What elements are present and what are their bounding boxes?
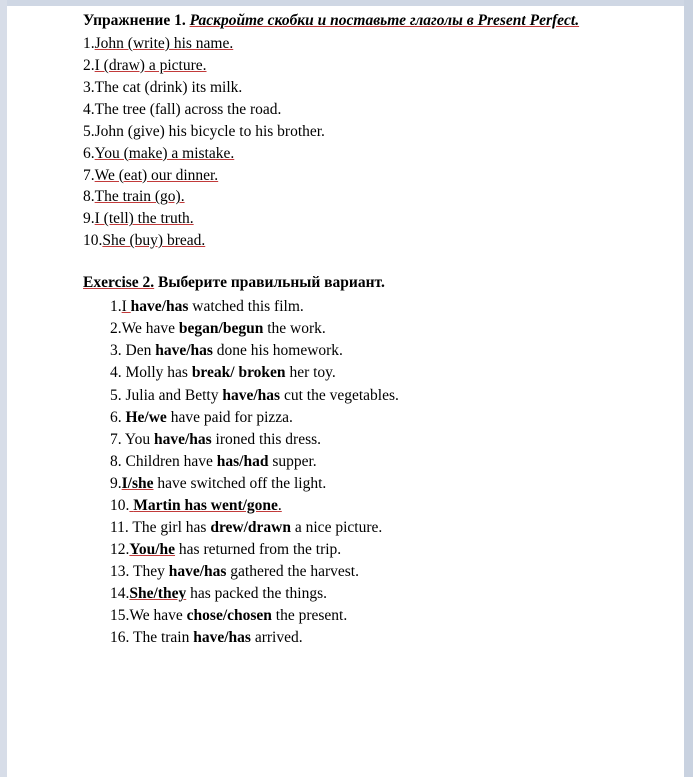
- item-text-before: Children have: [121, 452, 217, 470]
- page-edge-top: [0, 0, 693, 6]
- item-text: She (buy) bread.: [102, 232, 206, 250]
- item-choice: have/has: [153, 430, 212, 448]
- item-text-after: a nice picture.: [291, 519, 383, 536]
- item-text: The train (go).: [94, 188, 185, 206]
- list-item: [83, 296, 663, 318]
- item-choice: have/has: [130, 298, 189, 316]
- item-choice: drew/drawn: [210, 519, 291, 536]
- item-text-after: have paid for pizza.: [166, 408, 293, 426]
- list-item: [83, 583, 663, 605]
- list-item: [83, 208, 663, 230]
- page-edge-right: [684, 0, 693, 777]
- item-choice: has/had: [216, 452, 269, 470]
- item-number: 12.: [110, 541, 130, 559]
- item-text-before: Julia and Betty: [121, 386, 223, 404]
- list-item: [83, 539, 663, 561]
- item-number: 7.: [110, 430, 122, 448]
- item-choice: She/they: [129, 585, 187, 603]
- item-choice: I/she: [121, 474, 154, 492]
- item-choice: You/he: [129, 541, 176, 559]
- item-choice: began/begun: [178, 320, 264, 338]
- item-text-before: Molly has: [121, 364, 192, 382]
- item-text-after: .: [277, 496, 282, 514]
- item-number: 9.: [110, 474, 122, 492]
- item-number: 2.: [110, 320, 122, 338]
- list-item: [83, 407, 663, 429]
- list-item: [83, 55, 663, 77]
- item-text-before: We have: [121, 320, 179, 338]
- item-choice: He/we: [125, 408, 167, 426]
- exercise2-title-rest: Выберите правильный вариант.: [158, 274, 385, 292]
- item-text-before: Den: [121, 342, 156, 360]
- item-number: 14.: [110, 585, 130, 603]
- item-text-after: gathered the harvest.: [226, 563, 359, 581]
- item-text: I (draw) a picture.: [94, 56, 207, 74]
- item-text-after: watched this film.: [188, 298, 304, 316]
- item-text-after: her toy.: [285, 364, 336, 382]
- item-text: We (eat) our dinner.: [94, 166, 219, 184]
- list-item: [83, 121, 663, 143]
- item-number: 5.: [110, 386, 122, 404]
- item-number: 9.: [83, 210, 95, 228]
- item-number: 3.: [110, 342, 122, 360]
- item-text-before: You: [121, 430, 154, 448]
- list-item: [83, 627, 663, 649]
- list-item: [83, 165, 663, 187]
- list-item: [83, 451, 663, 473]
- item-number: 11.: [110, 519, 129, 536]
- item-number: 6.: [110, 408, 122, 426]
- list-item: [83, 77, 663, 99]
- item-number: 13.: [110, 563, 130, 581]
- exercise1-title-prefix: Упражнение 1.: [83, 12, 186, 29]
- item-number: 15.: [110, 607, 130, 625]
- item-text-before: The train: [129, 629, 194, 647]
- item-number: 4.: [110, 364, 122, 382]
- list-item: [83, 495, 663, 517]
- item-number: 8.: [83, 188, 95, 206]
- item-number: 7.: [83, 166, 95, 184]
- list-item: [83, 517, 663, 539]
- item-number: 16.: [110, 629, 130, 647]
- exercise1-heading: [83, 10, 663, 32]
- item-choice: have/has: [155, 342, 213, 360]
- list-item: [83, 429, 663, 451]
- list-item: [83, 99, 663, 121]
- item-number: 10.: [110, 496, 130, 514]
- list-item: [83, 33, 663, 55]
- item-number: 8.: [110, 452, 122, 470]
- list-item: [83, 318, 663, 340]
- list-item: [83, 340, 663, 362]
- exercise2-heading: [83, 272, 663, 294]
- list-item: [83, 362, 663, 384]
- section-spacer: [83, 252, 663, 272]
- item-text-before: They: [129, 563, 169, 581]
- list-item: [83, 186, 663, 208]
- item-number: 2.: [83, 56, 95, 74]
- list-item: [83, 561, 663, 583]
- item-choice: chose/chosen: [186, 607, 272, 625]
- item-text-after: has returned from the trip.: [175, 541, 342, 559]
- item-number: 1.: [110, 298, 122, 316]
- item-number: 1.: [83, 35, 95, 52]
- list-item: [83, 143, 663, 165]
- item-choice: have/has: [168, 563, 227, 581]
- item-text-after: supper.: [268, 452, 317, 470]
- item-text-after: has packed the things.: [186, 585, 327, 603]
- item-choice: break/ broken: [191, 364, 286, 382]
- item-text-before: I: [121, 298, 131, 316]
- page-edge-left: [0, 0, 7, 777]
- item-number: 3.: [83, 78, 95, 96]
- item-number: 4.: [83, 100, 95, 118]
- item-text-after: the work.: [263, 320, 326, 338]
- item-number: 6.: [83, 144, 95, 162]
- item-text-after: arrived.: [250, 629, 303, 647]
- list-item: [83, 473, 663, 495]
- item-text: I (tell) the truth.: [94, 210, 194, 228]
- item-text-after: ironed this dress.: [211, 430, 322, 448]
- item-text-after: done his homework.: [212, 342, 343, 360]
- exercise1-list: [83, 33, 663, 252]
- item-choice: have/has: [193, 629, 251, 647]
- item-choice: have/has: [222, 386, 281, 404]
- item-text-after: cut the vegetables.: [280, 386, 399, 404]
- item-text: John (write) his name.: [94, 35, 234, 52]
- exercise2-list: [83, 296, 663, 649]
- item-text-after: the present.: [271, 607, 348, 625]
- exercise1-title-italic: Раскройте скобки и поставьте глаголы в Present Perfect.: [189, 12, 580, 29]
- item-text: You (make) a mistake.: [94, 144, 235, 162]
- item-text: John (give) his bicycle to his brother.: [94, 122, 325, 140]
- item-text-after: have switched off the light.: [153, 474, 327, 492]
- item-text: The tree (fall) across the road.: [94, 100, 282, 118]
- exercise2-title-prefix: Exercise 2.: [83, 274, 155, 292]
- item-number: 5.: [83, 122, 95, 140]
- item-text-before: We have: [129, 607, 187, 625]
- item-choice: Martin has went/gone: [133, 496, 278, 514]
- list-item: [83, 230, 663, 252]
- item-number: 10.: [83, 232, 103, 250]
- item-text: The cat (drink) its milk.: [94, 78, 243, 96]
- list-item: [83, 605, 663, 627]
- item-text-before: The girl has: [128, 519, 211, 536]
- list-item: [83, 385, 663, 407]
- document-content: [83, 10, 663, 649]
